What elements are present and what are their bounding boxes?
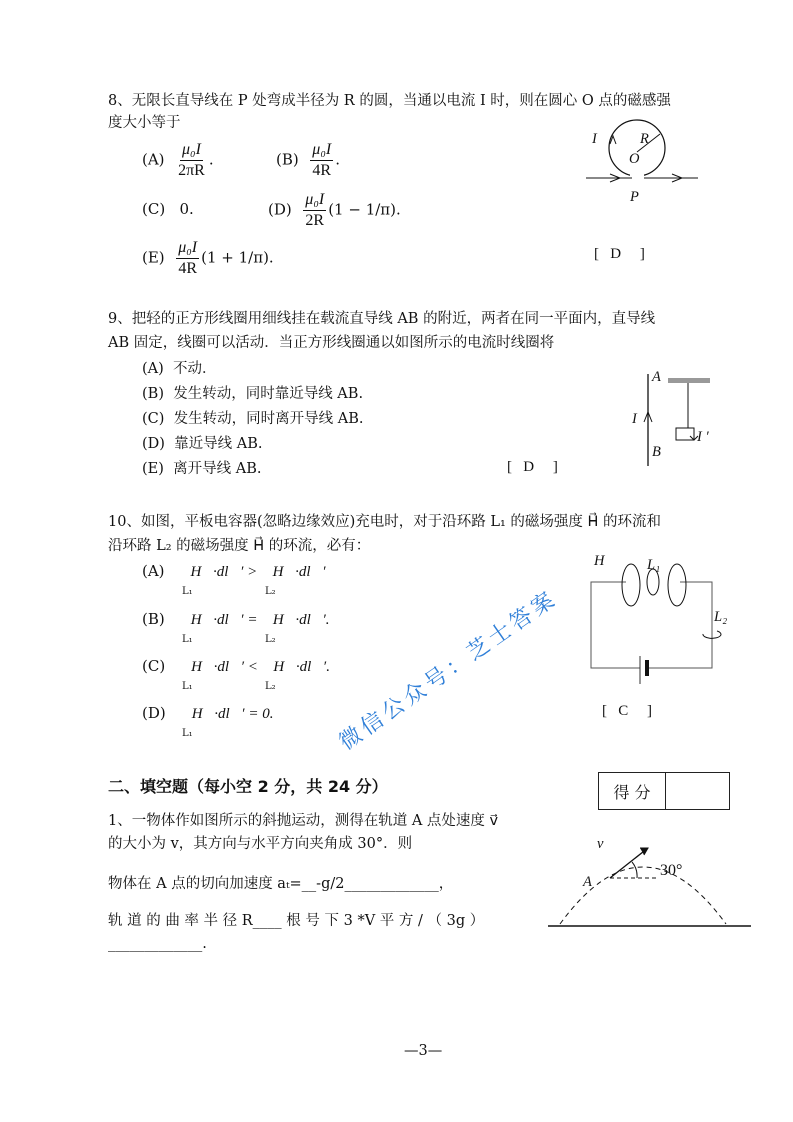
q10-label-h: H⃗ bbox=[594, 553, 616, 569]
q8-loop-diagram bbox=[580, 110, 710, 210]
q9-option-d: (D) 靠近导线 AB. bbox=[142, 436, 263, 452]
q10-label-l1: L₁ bbox=[647, 557, 661, 573]
q8-label-o: O bbox=[629, 151, 640, 167]
q9-option-a: (A) 不动． bbox=[142, 361, 217, 377]
fill1-answer-tangential-accel[interactable]: 物体在 A 点的切向加速度 aₜ=__-g/2_____________， bbox=[108, 876, 454, 892]
q10-option-a: (A) ∮H⃗·dl⃗′ > ∮H⃗·dl⃗′ bbox=[142, 562, 326, 580]
q9-option-e: (E) 离开导线 AB. bbox=[142, 461, 262, 477]
q10-b-sub2: L₂ bbox=[265, 634, 276, 645]
section2-title: 二、填空题（每小空 2 分，共 24 分） bbox=[108, 777, 388, 796]
score-label: 得 分 bbox=[599, 773, 666, 809]
fill1-line2: 的大小为 v，其方向与水平方向夹角成 30°．则 bbox=[108, 836, 413, 852]
q8-label-i: I bbox=[592, 131, 597, 147]
q8-option-d: (D) $\frac{\text{μ₀I}}{2R}$ (1 − 1/π). bbox=[268, 191, 401, 229]
q10-a-sub2: L₂ bbox=[265, 586, 276, 597]
q10-label-l2: L₂ bbox=[714, 609, 728, 625]
fill1-label-v: v⃗ bbox=[597, 836, 615, 852]
q8-label-r: R bbox=[640, 131, 649, 147]
q9-label-i-prime: I ′ bbox=[697, 429, 709, 445]
q9-option-c: (C) 发生转动，同时离开导线 AB. bbox=[142, 411, 364, 427]
q9-stem-line1: 9、把轻的正方形线圈用细线挂在载流直导线 AB 的附近，两者在同一平面内，直导线 bbox=[108, 311, 656, 327]
q10-option-c: (C) ∮H⃗·dl⃗′ < ∮H⃗·dl⃗′. bbox=[142, 657, 330, 675]
q9-label-i: I bbox=[632, 411, 637, 427]
q8-option-a: (A) $\frac{\text{μ₀I}}{2\pi R}$ . bbox=[142, 141, 214, 179]
fill1-line5: _____________. bbox=[108, 936, 207, 952]
q8-answer: [ D ] bbox=[594, 246, 645, 262]
score-field[interactable] bbox=[666, 773, 729, 809]
fill1-line1: 1、一物体作如图所示的斜抛运动，测得在轨道 A 点处速度 v⃗ bbox=[108, 813, 499, 829]
q10-answer: [ C ] bbox=[602, 703, 652, 719]
q10-c-sub2: L₂ bbox=[265, 681, 276, 692]
q9-label-b: B bbox=[652, 444, 661, 460]
q10-a-sub1: L₁ bbox=[182, 586, 193, 597]
q9-label-a: A bbox=[652, 369, 661, 385]
q8-option-c: (C) 0. bbox=[142, 200, 194, 218]
q10-c-sub1: L₁ bbox=[182, 681, 193, 692]
q9-option-b: (B) 发生转动，同时靠近导线 AB. bbox=[142, 386, 364, 402]
q8-option-e: (E) $\frac{\text{μ₀I}}{4R}$ (1 + 1/π). bbox=[142, 239, 274, 277]
score-box bbox=[598, 772, 730, 810]
q9-stem-line2: AB 固定，线圈可以活动．当正方形线圈通以如图所示的电流时线圈将 bbox=[108, 335, 555, 351]
q8-stem-line2: 度大小等于 bbox=[108, 115, 181, 131]
q10-d-sub1: L₁ bbox=[182, 728, 193, 739]
watermark: 微信公众号：芝士答案 bbox=[335, 585, 563, 756]
q8-stem-line1: 8、无限长直导线在 P 处弯成半径为 R 的圆，当通以电流 I 时，则在圆心 O 点的磁感强 bbox=[108, 93, 671, 109]
q8-option-b: (B) $\frac{\text{μ₀I}}{4R}$ . bbox=[276, 141, 340, 179]
q10-b-sub1: L₁ bbox=[182, 634, 193, 645]
q8-label-p: P bbox=[630, 189, 639, 205]
q9-answer: [ D ] bbox=[507, 459, 558, 475]
q10-option-b: (B) ∮H⃗·dl⃗′ = ∮H⃗·dl⃗′. bbox=[142, 610, 330, 628]
page-number: —3— bbox=[404, 1043, 443, 1059]
fill1-label-a: A bbox=[583, 874, 592, 890]
q10-capacitor-circuit bbox=[585, 560, 728, 690]
fill1-answer-radius[interactable]: 轨 道 的 曲 率 半 径 R____ 根 号 下 3 *V 平 方 / （ 3g ） bbox=[108, 913, 485, 929]
projectile-diagram bbox=[548, 830, 753, 930]
q10-stem-line2: 沿环路 L₂ 的磁场强度 H⃗ 的环流，必有： bbox=[108, 538, 371, 554]
q10-stem-line1: 10、如图，平板电容器(忽略边缘效应)充电时，对于沿环路 L₁ 的磁场强度 H⃗ 的环流和 bbox=[108, 514, 662, 530]
fill1-label-angle: 30° bbox=[660, 862, 683, 879]
q10-option-d: (D) ∮H⃗·dl⃗′ = 0. bbox=[142, 704, 274, 722]
